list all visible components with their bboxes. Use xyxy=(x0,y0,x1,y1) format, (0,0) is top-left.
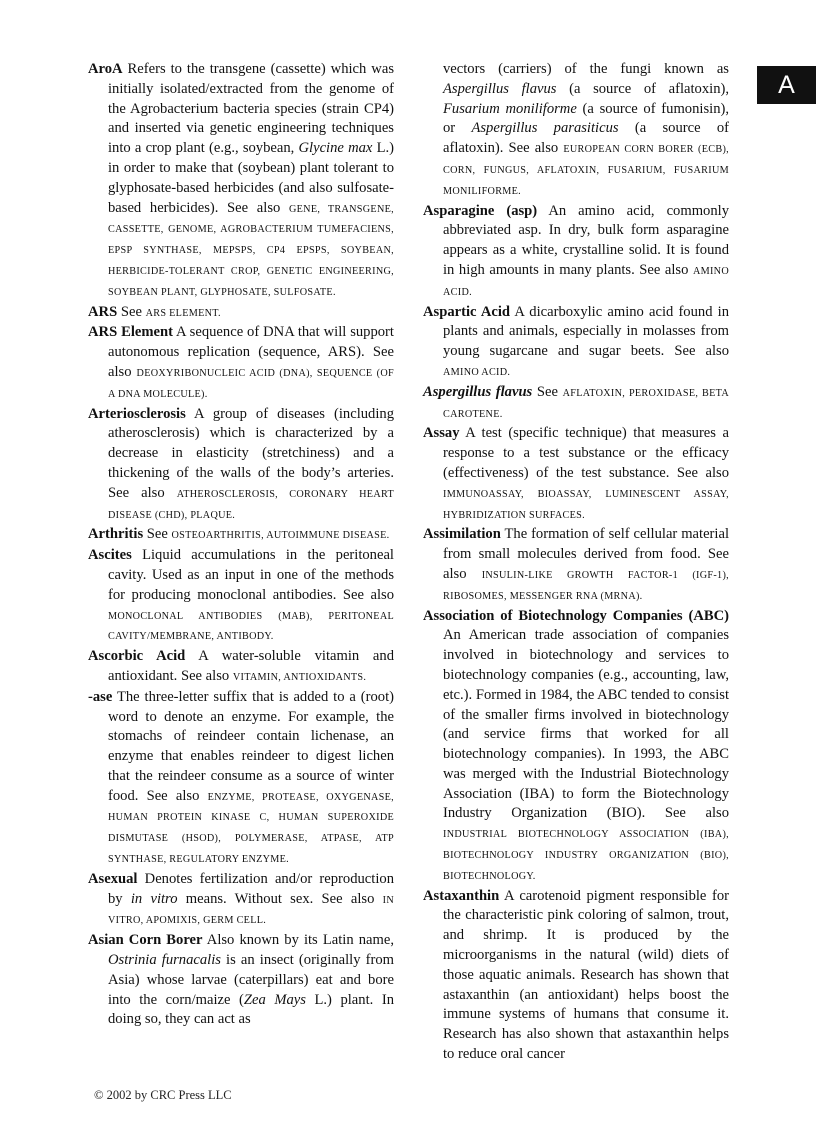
entry-term: Aspergillus flavus xyxy=(423,383,533,400)
glossary-entry xyxy=(88,60,394,303)
definition-text: (a source of fumonisin), or xyxy=(443,100,729,137)
definition-text: L.) in order to make that (soybean) plant tolerant to glyphosate-based herbicides (and also sulfosate-based herbicides). See also xyxy=(108,140,395,216)
left-column xyxy=(88,60,394,1030)
cross-reference: INDUSTRIAL BIOTECHNOLOGY ASSOCIATION (IBA), BIOTECHNOLOGY INDUSTRY ORGANIZATION (BIO), BIOTECHNOLOGY. xyxy=(443,829,729,882)
glossary-entry xyxy=(88,688,394,870)
entry-term: Arteriosclerosis xyxy=(88,405,186,422)
definition-text: vectors (carriers) of the fungi known as xyxy=(443,61,729,77)
definition-text: A water-soluble vitamin and antioxidant. See also xyxy=(108,648,395,684)
entry-term: Ascorbic Acid xyxy=(88,648,186,665)
cross-reference: ARS ELEMENT. xyxy=(145,307,221,319)
definition-text: An amino acid, commonly abbreviated asp. In dry, bulk form asparagine appears as a white, crystalline solid. It is found in high amounts in many plants. See also xyxy=(443,202,729,278)
glossary-entry xyxy=(88,303,394,324)
glossary-entry xyxy=(423,525,729,606)
copyright-footer: © 2002 by CRC Press LLC xyxy=(94,1088,232,1102)
entry-term: AroA xyxy=(88,61,123,77)
entry-term: Astaxanthin xyxy=(423,887,500,904)
definition-text: An American trade association of companies involved in biotechnology and services to biotechnology companies (e.g., accounting, law, etc.). Formed in 1984, the ABC tended to consist of the smaller firms involved in biotechnology (and service firms that worked for all biotechnology companies). In 1993, the ABC was merged with the Industrial Biotechnology Association (IBA) to form the Biotechnology Industry Organization (BIO). See also xyxy=(443,627,729,822)
cross-reference: AMINO ACID. xyxy=(443,265,729,298)
glossary-entry xyxy=(423,303,729,383)
definition-text: A sequence of DNA that will support autonomous replication (sequence, ARS). See also xyxy=(108,324,394,380)
definition-text: See xyxy=(532,383,563,400)
definition-text: in vitro xyxy=(130,890,178,907)
entry-term: Association of Biotechnology Companies (ABC) xyxy=(423,607,729,624)
glossary-entry xyxy=(423,383,729,425)
definition-text: The three-letter suffix that is added to a (root) word to denote an enzyme. For example, the stomachs of reindeer contain lichenase, an enzyme that enables reindeer to digest lichen that the reindeer consume as a source of winter food. See also xyxy=(108,688,394,804)
definition-text: Also known by its Latin name, xyxy=(202,932,394,949)
glossary-entry xyxy=(88,546,394,647)
entry-term: Asparagine (asp) xyxy=(423,202,538,219)
definition-text: Zea Mays xyxy=(243,991,306,1008)
cross-reference: IMMUNOASSAY, BIOASSAY, LUMINESCENT ASSAY, HYBRIDIZATION SURFACES. xyxy=(443,488,729,521)
entry-term: ARS Element xyxy=(88,324,173,341)
right-column xyxy=(423,60,729,1065)
section-tab: A xyxy=(757,66,816,104)
definition-text: is an insect (originally from Asia) whose larvae (caterpillars) eat and bore into the corn/maize ( xyxy=(108,952,394,1008)
entry-term: Arthritis xyxy=(88,526,144,543)
glossary-entry xyxy=(88,931,394,1030)
definition-text: Aspergillus flavus xyxy=(443,80,557,97)
glossary-entry xyxy=(88,525,394,546)
cross-reference: OSTEOARTHRITIS, AUTOIMMUNE DISEASE. xyxy=(171,530,390,542)
definition-text: Glycine max xyxy=(298,140,373,157)
cross-reference: ENZYME, PROTEASE, OXYGENASE, HUMAN PROTEIN KINASE C, HUMAN SUPEROXIDE DISMUTASE (HSOD), POLYMERASE, ATPASE, ATP SYNTHASE, REGULATORY ENZYME. xyxy=(108,791,394,866)
definition-text: means. Without sex. See also xyxy=(177,890,383,907)
glossary-entry xyxy=(423,607,729,887)
definition-text: Ostrinia furnacalis xyxy=(108,952,221,969)
entry-term: Assay xyxy=(423,425,460,442)
entry-term: Asexual xyxy=(88,870,138,887)
definition-text: Refers to the transgene (cassette) which was initially isolated/extracted from the genome of the Agrobacterium bacteria species (strain CP4) and inserted via genetic engineering techniques into a crop plant (e.g., soybean, xyxy=(108,61,394,157)
cross-reference: INSULIN-LIKE GROWTH FACTOR-1 (IGF-1), RIBOSOMES, MESSENGER RNA (MRNA). xyxy=(443,569,729,602)
cross-reference: MONOCLONAL ANTIBODIES (MAB), PERITONEAL CAVITY/MEMBRANE, ANTIBODY. xyxy=(108,610,394,643)
definition-text: A test (specific technique) that measures a response to a test substance or the efficacy (effectiveness) of the test substance. See also xyxy=(443,425,729,481)
definition-text: L.) plant. In doing so, they can act as xyxy=(108,991,394,1028)
definition-text: Aspergillus parasiticus xyxy=(471,120,619,137)
definition-text: A dicarboxylic amino acid found in plants and animals, especially in molasses from young sugarcane and sugar beets. See also xyxy=(443,303,729,360)
cross-reference: EUROPEAN CORN BORER (ECB), CORN, FUNGUS, AFLATOXIN, FUSARIUM, FUSARIUM MONILIFORME. xyxy=(443,144,729,197)
definition-text: See xyxy=(143,526,172,543)
glossary-entry xyxy=(88,647,394,688)
entry-term: ARS xyxy=(88,303,118,320)
glossary-entry xyxy=(423,202,729,303)
entry-term: Aspartic Acid xyxy=(423,303,511,320)
glossary-entry xyxy=(423,887,729,1065)
glossary-entry xyxy=(88,405,394,526)
cross-reference: AMINO ACID. xyxy=(443,366,511,378)
definition-text: Liquid accumulations in the peritoneal cavity. Used as an input in one of the methods for producing monoclonal antibodies. See also xyxy=(108,547,394,603)
cross-reference: VITAMIN, ANTIOXIDANTS. xyxy=(232,671,367,683)
definition-text: A group of diseases (including atherosclerosis) which is characterized by a decrease in elasticity (stretchiness) and a thickening of the walls of the body’s arteries. See also xyxy=(108,405,394,501)
glossary-entry xyxy=(423,424,729,525)
cross-reference: ATHEROSCLEROSIS, CORONARY HEART DISEASE (CHD), PLAQUE. xyxy=(108,488,394,521)
definition-text: Denotes fertilization and/or reproduction by xyxy=(108,870,394,907)
definition-text: A carotenoid pigment responsible for the characteristic pink coloring of salmon, trout, and shrimp. It is produced by the microorganisms in the natural (wild) diets of those aquatic animals. Research has shown that astaxanthin (an antioxidant) helps boost the immune systems of humans that consume it. Research has also shown that astaxanthin helps to reduce oral cancer xyxy=(443,887,729,1063)
entry-term: Assimilation xyxy=(423,526,501,543)
glossary-entry xyxy=(88,323,394,404)
definition-text: See xyxy=(117,303,146,320)
definition-text: (a source of aflatoxin), xyxy=(556,80,729,97)
entry-term: Ascites xyxy=(88,547,132,564)
glossary-entry xyxy=(423,60,729,202)
cross-reference: DEOXYRIBONUCLEIC ACID (DNA), SEQUENCE (OF A DNA MOLECULE). xyxy=(108,367,394,400)
cross-reference: GENE, TRANSGENE, CASSETTE, GENOME, AGROBACTERIUM TUMEFACIENS, EPSP SYNTHASE, MEPSPS, CP4 EPSPS, SOYBEAN, HERBICIDE-TOLERANT CROP, GENETIC ENGINEERING, SOYBEAN PLANT, GLYPHOSATE, SULFOSATE. xyxy=(108,203,394,298)
cross-reference: AFLATOXIN, PEROXIDASE, BETA CAROTENE. xyxy=(443,387,729,420)
glossary-entry xyxy=(88,870,394,931)
definition-text: The formation of self cellular material from small molecules derived from food. See also xyxy=(443,526,729,582)
entry-term: -ase xyxy=(88,688,113,705)
entry-term: Asian Corn Borer xyxy=(88,932,203,949)
definition-text: (a source of aflatoxin). See also xyxy=(443,120,730,157)
definition-text: Fusarium moniliforme xyxy=(443,100,577,117)
cross-reference: IN VITRO, APOMIXIS, GERM CELL. xyxy=(108,894,394,927)
